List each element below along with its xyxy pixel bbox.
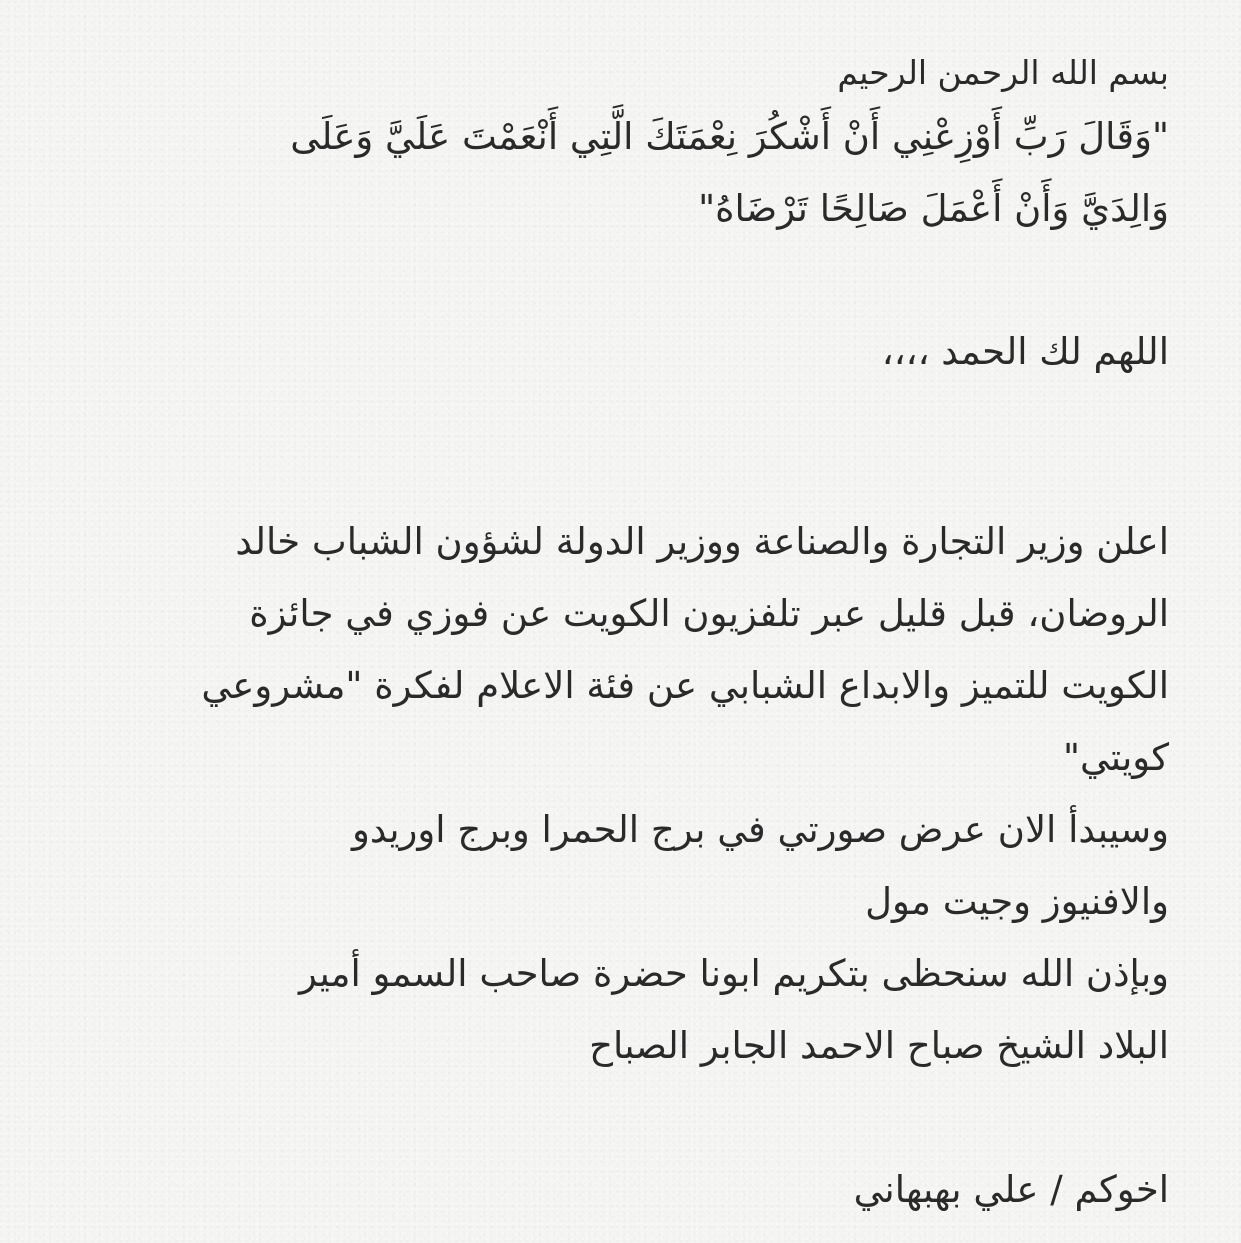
body-line: والافنيوز وجيت مول (865, 880, 1169, 923)
body-line: وسيبدأ الان عرض صورتي في برج الحمرا وبرج اوريدو (351, 808, 1169, 851)
verse-line-1: "وَقَالَ رَبِّ أَوْزِعْنِي أَنْ أَشْكُرَ نِعْمَتَكَ الَّتِي أَنْعَمْتَ عَلَيَّ وَعَلَى (290, 115, 1169, 158)
body-line: الكويت للتميز والابداع الشبابي عن فئة الاعلام لفكرة "مشروعي (201, 664, 1169, 707)
body-line: كويتي" (1062, 736, 1169, 779)
signature-line: اخوكم / علي بهبهاني (853, 1168, 1169, 1211)
body-line: البلاد الشيخ صباح الاحمد الجابر الصباح (589, 1024, 1169, 1067)
basmala-line: بسم الله الرحمن الرحيم (837, 53, 1169, 92)
blank-line (59, 1082, 1169, 1154)
blank-line (59, 244, 1169, 316)
note-document (59, 40, 1169, 1226)
blank-line (59, 388, 1169, 460)
verse-line-2: وَالِدَيَّ وَأَنْ أَعْمَلَ صَالِحًا تَرْضَاهُ" (698, 187, 1169, 230)
body-line: الروضان، قبل قليل عبر تلفزيون الكويت عن فوزي في جائزة (249, 592, 1169, 635)
blank-line (59, 460, 1169, 506)
body-line: وبإذن الله سنحظى بتكريم ابونا حضرة صاحب السمو أمير (299, 952, 1169, 995)
body-line: اعلن وزير التجارة والصناعة ووزير الدولة لشؤون الشباب خالد (235, 520, 1169, 563)
praise-line: اللهم لك الحمد ،،،، (881, 330, 1169, 373)
